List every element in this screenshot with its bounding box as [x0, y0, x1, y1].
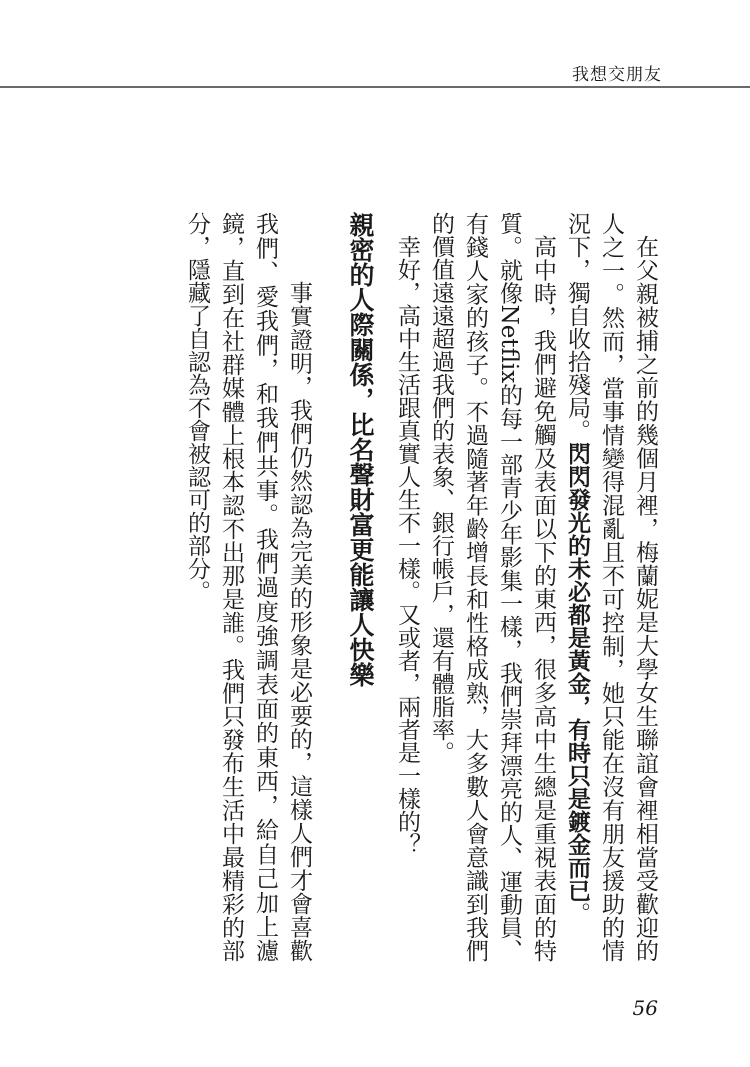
header-rule [0, 86, 750, 88]
page-number: 56 [632, 996, 658, 1020]
paragraph-4: 事實證明，我們仍然認為完美的形象是必要的，這樣人們才會喜歡我們、愛我們，和我們共事。我們過度強調表面的東西，給自己加上濾鏡，直到在社群媒體上根本認不出那是誰。我們只發布生活中最精彩的部分，隱藏了自認為不會被認可的部分。 [184, 212, 312, 962]
running-header-title: 我想交朋友 [572, 65, 662, 85]
emphasis-text: 閃閃發光的未必都是黃金，有時只是鍍金而已 [564, 442, 590, 902]
paragraph-1-text: 在父親被捕之前的幾個月裡，梅蘭妮是大學女生聯誼會裡相當受歡迎的人之一。然而，當事情變得混亂且不可控制，她只能在沒有朋友援助的情況下，獨自收拾殘局。 [564, 212, 658, 962]
vertical-text-body [180, 212, 662, 962]
section-heading: 親密的人際關係，比名聲財富更能讓人快樂 [346, 212, 375, 687]
paragraph-1 [560, 212, 662, 962]
paragraph-2: 高中時，我們避免觸及表面以下的東西，很多高中生總是重視表面的特質。就像Netflix的每一部青少年影集一樣，我們崇拜漂亮的人、運動員、有錢人家的孩子。不過隨著年齡增長和性格成熟，大多數人會意識到我們的價值遠遠超過我們的表象、銀行帳戶，還有體脂率。 [428, 212, 556, 962]
paragraph-3: 幸好，高中生活跟真實人生不一樣。又或者，兩者是一樣的？ [394, 235, 420, 856]
paragraph-1-end: 。 [564, 902, 590, 925]
